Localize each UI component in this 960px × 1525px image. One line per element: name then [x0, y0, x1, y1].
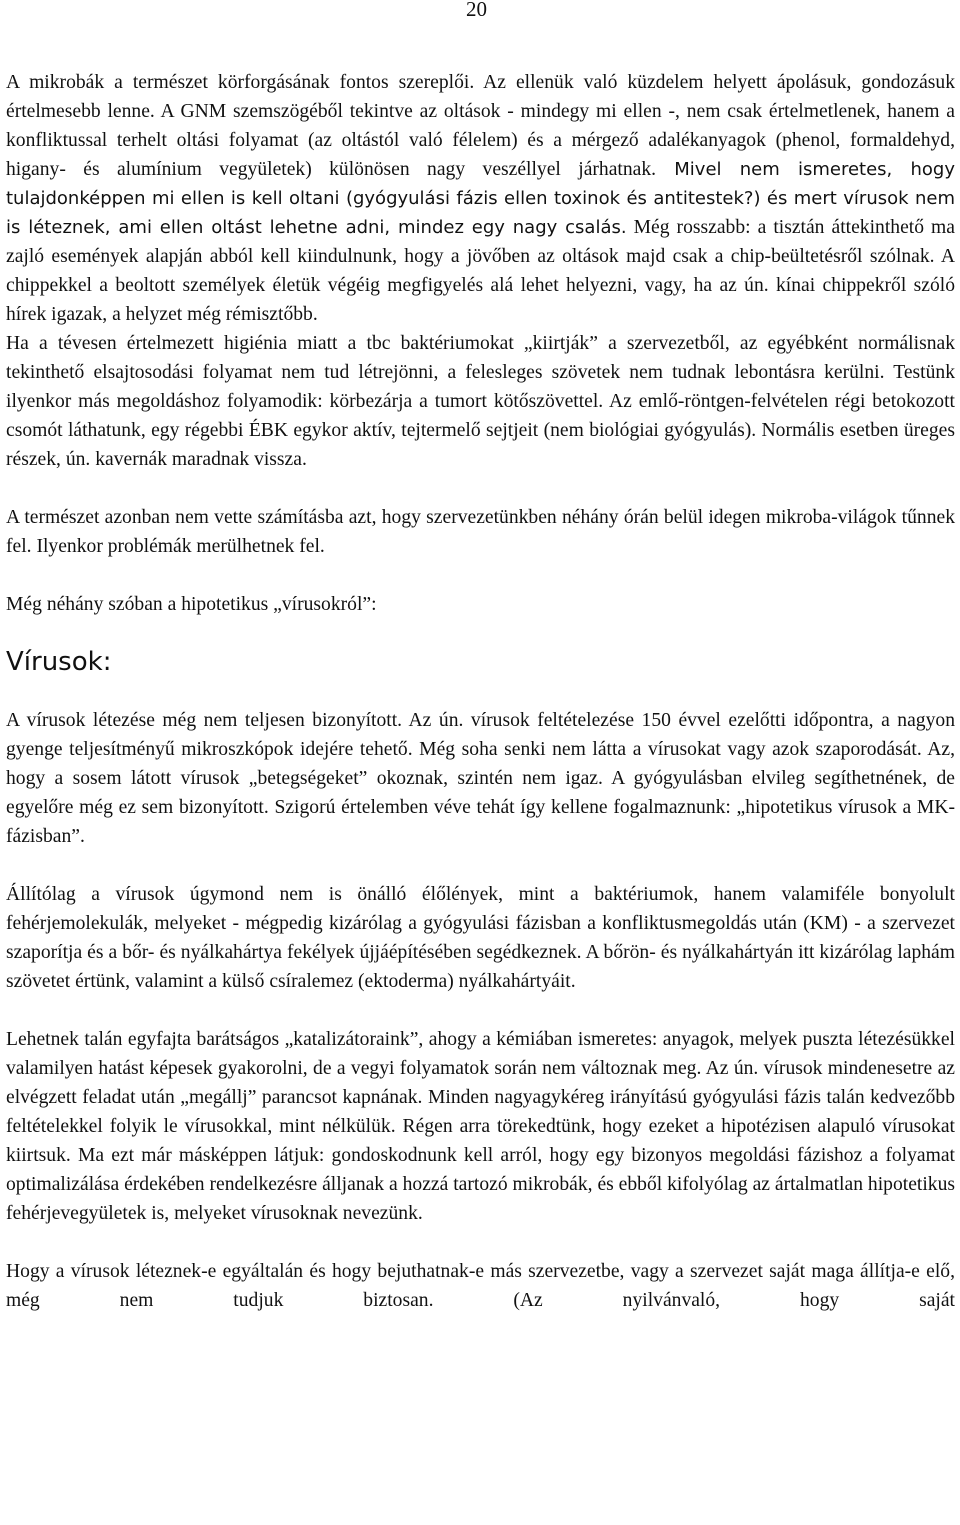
paragraph-virus-origin: Hogy a vírusok léteznek-e egyáltalán és hogy bejuthatnak-e más szervezetbe, vagy a szervezet saját maga állítja-e elő, még nem tudjuk biztosan. (Az nyilvánvaló, hogy saját [6, 1261, 955, 1311]
page-number: 20 [466, 0, 487, 21]
document-body [6, 68, 955, 1315]
paragraph-microbes-part-2: Mivel nem ismeretes, hogy tulajdonképpen mi ellen is kell oltani (gyógyulási fázis ellen toxinok és antitestek?) és mert vírusok nem is léteznek, ami ellen oltást lehetne adni, mindez egy nagy csalás. [6, 159, 955, 238]
paragraph-microbes-part-1: A mikrobák a természet körforgásának fontos szereplői. Az ellenük való küzdelem helyett ápolásuk, gondozásuk értelmesebb lenne. A GNM szemszögéből tekintve az oltások - mindegy mi ellen -, nem csak értelmetlenek, hanem a konfliktussal terhelt oltási folyamat (az oltástól való félelem) és a mérgező adalékanyagok (phenol, formaldehyd, higany- és alumínium vegyületek) különösen nagy veszéllyel járhatnak. [6, 72, 955, 180]
paragraph-intro-viruses: Még néhány szóban a hipotetikus „vírusokról”: [6, 594, 377, 615]
section-heading-viruses: Vírusok: [6, 647, 112, 677]
paragraph-virus-nature: Állítólag a vírusok úgymond nem is önálló élőlények, mint a baktériumok, hanem valamiféle bonyolult fehérjemolekulák, melyeket - mégpedig kizárólag a gyógyulási fázisban a konfliktusmegoldás után (KM) - a szervezet szaporítja és a bőr- és nyálkahártya fekélyek újjáépítésében segédkeznek. A bőrön- és nyálkahártyán itt kizárólag laphám szövetet értünk, valamint a külső csíralemez (ektoderma) nyálkahártyáit. [6, 884, 955, 992]
spacer [6, 619, 955, 648]
paragraph-microbes-part-3: Még rosszabb: a tisztán áttekinthető ma zajló események alapján abból kell kiindulnunk, hogy a jövőben az oltások majd csak a chip-beültetésről szólnak. A chippekkel a beoltott személyek életük végéig megfigyelés alá lehet helyezni, vagy, ha az ún. kínai chippekről szóló hírek igazak, a helyzet még rémisztőbb. [6, 217, 955, 325]
spacer [6, 1228, 955, 1257]
paragraph-nature: A természet azonban nem vette számításba azt, hogy szervezetünkben néhány órán belül idegen mikroba-világok tűnnek fel. Ilyenkor problémák merülhetnek fel. [6, 507, 955, 557]
spacer [6, 851, 955, 880]
spacer [6, 996, 955, 1025]
paragraph-catalysts: Lehetnek talán egyfajta barátságos „katalizátoraink”, ahogy a kémiában ismeretes: anyagok, melyek puszta létezésükkel valamilyen hatást képesek gyakorolni, de a vegyi folyamatok során nem változnak meg. Az ún. vírusok mindenesetre az elvégzett feladat után „megállj” parancsot kapnának. Minden nagyagykéreg irányítású gyógyulási fázis talán kedvezőbb feltételekkel folyik le vírusokkal, mint nélkülük. Régen arra törekedtünk, hogy ezeket a hipotézisen alapuló vírusokat kiirtsuk. Ma ezt már másképpen látjuk: gondoskodnunk kell arról, hogy egy bizonyos megoldási fázishoz a folyamat optimalizálása érdekében rendelkezésre álljanak a hozzá tartozó mikrobák, és ebből kifolyólag az ártalmatlan hipotetikus fehérjevegyületek is, melyeket vírusoknak nevezünk. [6, 1029, 955, 1224]
spacer [6, 474, 955, 503]
paragraph-microbes [6, 68, 955, 329]
spacer [6, 561, 955, 590]
paragraph-tbc: Ha a tévesen értelmezett higiénia miatt a tbc baktériumokat „kiirtják” a szervezetből, az egyébként normálisnak tekinthető elsajtosodási folyamat nem tud létrejönni, a felesleges szövetek nem tudnak lebontásra kerülni. Testünk ilyenkor más megoldáshoz folyamodik: körbezárja a tumort kötőszövettel. Az emlő-röntgen-felvételen régi betokozott csomót láthatunk, egy régebbi ÉBK egykor aktív, tejtermelő sejtjeit (nem biológiai gyógyulás). Normális esetben üreges részek, ún. kavernák maradnak vissza. [6, 333, 955, 470]
paragraph-virus-existence: A vírusok létezése még nem teljesen bizonyított. Az ún. vírusok feltételezése 150 évvel ezelőtti időpontra, a nagyon gyenge teljesítményű mikroszkópok idejére tehető. Még soha senki nem látta a vírusokat vagy azok szaporodását. Az, hogy a sosem látott vírusok „betegségeket” okoznak, szintén nem igaz. A gyógyulásban elvileg segíthetnének, de egyelőre még ez sem bizonyított. Szigorú értelemben véve tehát így kellene fogalmaznunk: „hipotetikus vírusok a MK-fázisban”. [6, 710, 955, 847]
